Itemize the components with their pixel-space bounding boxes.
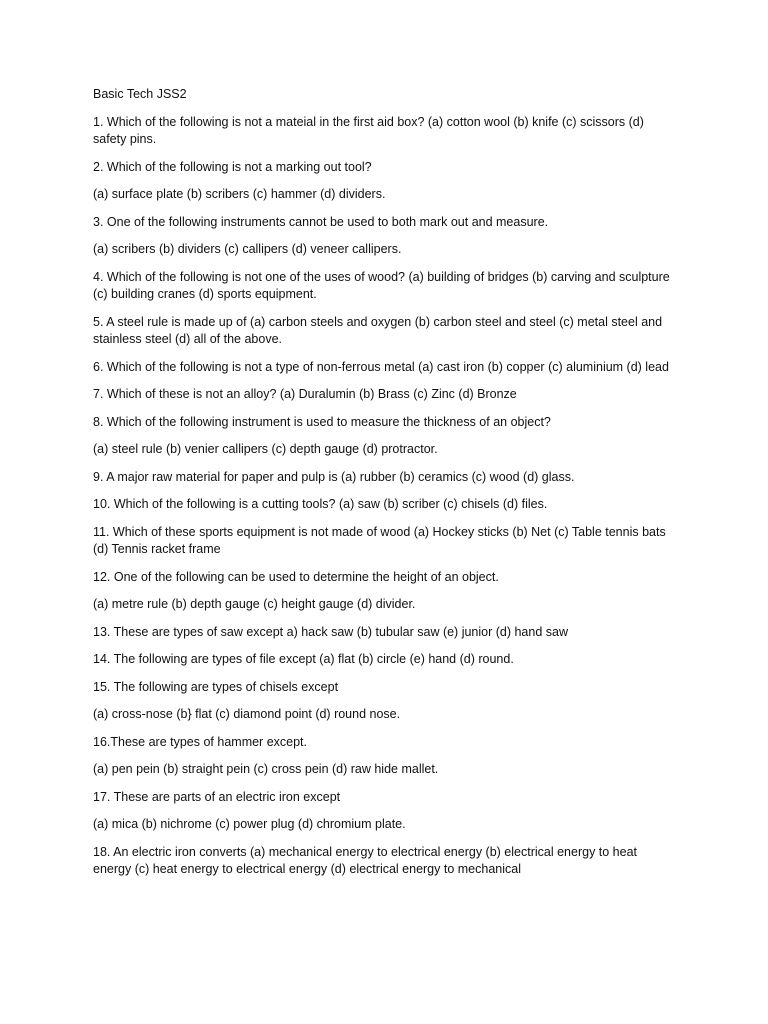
question-3-options: (a) scribers (b) dividers (c) callipers (d) veneer callipers. [93, 242, 402, 256]
question-4: 4. Which of the following is not one of the uses of wood? (a) building of bridges (b) carving and sculpture (c) building cranes (d) sports equipment. [93, 269, 670, 301]
question-3: 3. One of the following instruments cannot be used to both mark out and measure. [93, 214, 549, 229]
document-body [93, 86, 675, 889]
question-10: 10. Which of the following is a cutting tools? (a) saw (b) scriber (c) chisels (d) files. [93, 497, 548, 511]
question-1: 1. Which of the following is not a mateial in the first aid box? (a) cotton wool (b) knife (c) scissors (d) safety pins. [93, 114, 644, 146]
question-15-options: (a) cross-nose (b} flat (c) diamond point (d) round nose. [93, 707, 401, 721]
question-9: 9. A major raw material for paper and pulp is (a) rubber (b) ceramics (c) wood (d) glass. [93, 469, 575, 484]
question-11: 11. Which of these sports equipment is not made of wood (a) Hockey sticks (b) Net (c) Table tennis bats (d) Tennis racket frame [93, 524, 666, 556]
question-12: 12. One of the following can be used to determine the height of an object. [93, 569, 499, 584]
question-2: 2. Which of the following is not a marking out tool? [93, 159, 372, 174]
question-8: 8. Which of the following instrument is used to measure the thickness of an object? [93, 414, 551, 429]
question-15: 15. The following are types of chisels except [93, 679, 339, 694]
question-6: 6. Which of the following is not a type of non-ferrous metal (a) cast iron (b) copper (c) aluminium (d) lead [93, 359, 669, 374]
question-5: 5. A steel rule is made up of (a) carbon steels and oxygen (b) carbon steel and steel (c) metal steel and stainless steel (d) all of the above. [93, 314, 663, 346]
question-18: 18. An electric iron converts (a) mechanical energy to electrical energy (b) electrical energy to heat energy (c) heat energy to electrical energy (d) electrical energy to mechanical [93, 844, 638, 876]
question-16-options: (a) pen pein (b) straight pein (c) cross pein (d) raw hide mallet. [93, 762, 439, 776]
question-13: 13. These are types of saw except a) hack saw (b) tubular saw (e) junior (d) hand saw [93, 624, 568, 639]
document-title: Basic Tech JSS2 [93, 87, 187, 101]
question-7: 7. Which of these is not an alloy? (a) Duralumin (b) Brass (c) Zinc (d) Bronze [93, 387, 517, 401]
question-16: 16.These are types of hammer except. [93, 734, 307, 749]
question-2-options: (a) surface plate (b) scribers (c) hammer (d) dividers. [93, 187, 386, 201]
question-8-options: (a) steel rule (b) venier callipers (c) depth gauge (d) protractor. [93, 442, 438, 456]
question-17-options: (a) mica (b) nichrome (c) power plug (d) chromium plate. [93, 817, 406, 831]
question-14: 14. The following are types of file except (a) flat (b) circle (e) hand (d) round. [93, 652, 514, 666]
question-12-options: (a) metre rule (b) depth gauge (c) height gauge (d) divider. [93, 597, 416, 611]
question-17: 17. These are parts of an electric iron except [93, 789, 341, 804]
